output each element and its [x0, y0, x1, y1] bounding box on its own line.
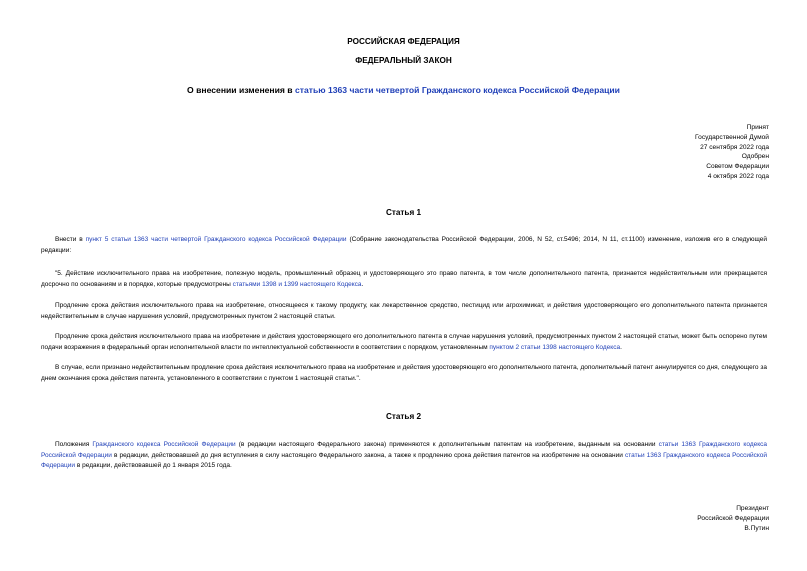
article-1-paragraph-3: Продление срока действия исключительного права на изобретение, относящееся к такому продукту, как лекарственное средство, пестицид или агрохимикат, и действия удостоверяющего его дополнительного патента признается недействительным в случае нарушения условий, предусмотренных пунктом 2 настоящей статьи.: [41, 302, 767, 320]
adoption-line: Принят: [746, 124, 769, 131]
law-type-heading: ФЕДЕРАЛЬНЫЙ ЗАКОН: [355, 56, 452, 65]
paragraph-link[interactable]: статьи 1363 Гражданского кодекса Российской Федерации: [41, 451, 767, 470]
law-title: [0, 86, 807, 95]
paragraph-text: Положения: [55, 441, 93, 448]
law-title-link[interactable]: статью 1363 части четвертой Гражданского кодекса Российской Федерации: [294, 85, 620, 95]
signature-line: Президент: [736, 505, 769, 512]
paragraph-link[interactable]: статьи 1363 Гражданского кодекса Российской Федерации: [41, 441, 768, 459]
article-1-heading: Статья 1: [385, 208, 422, 217]
paragraph-link[interactable]: статьями 1398 и 1399 настоящего Кодекса: [232, 280, 362, 288]
paragraph-link[interactable]: Гражданского кодекса Российской Федерации: [92, 441, 236, 448]
paragraph-link[interactable]: пункт 5 статьи 1363 части четвертой Гражданского кодекса Российской Федерации: [85, 236, 347, 243]
paragraph-text: (в редакции настоящего Федерального закона) применяются к дополнительным патентам на изобретение, выданным на основании: [235, 441, 659, 448]
article-2-paragraph-1: [41, 440, 767, 472]
paragraph-text: .: [361, 280, 364, 288]
paragraph-link[interactable]: пунктом 2 статьи 1398 настоящего Кодекса: [489, 343, 621, 351]
article-1-paragraph-1: [41, 235, 767, 256]
paragraph-text: в редакции, действовавшей до 1 января 2015 года.: [75, 462, 232, 470]
paragraph-text: (Собрание законодательства Российской Федерации, 2006, N 52, ст.5496; 2014, N 11, ст.1100) изменение, изложив его в следующей редакции:: [41, 236, 768, 254]
paragraph-text: .: [620, 343, 622, 351]
signature-line: Российской Федерации: [697, 515, 769, 522]
article-1-paragraph-5: В случае, если признано недействительным продление срока действия исключительного права на изобретение и действия удостоверяющего его дополнительного патента, дополнительный патент аннулируется со дня, следующего за днем окончания срока действия патента, установленного в соответствии с пунктом 1 настоящей статьи.".: [41, 364, 767, 382]
article-1-paragraph-4: [41, 332, 767, 353]
adoption-line: 4 октября 2022 года: [707, 172, 769, 180]
adoption-line: Одобрен: [741, 153, 769, 161]
article-1-paragraph-2: [41, 269, 767, 290]
paragraph-text: Внести в: [55, 236, 86, 243]
paragraph-text: Продление срока действия исключительного права на изобретение и действия удостоверяющего его дополнительного патента в случае нарушения условий, предусмотренных пунктом 2 настоящей статьи, может быть оспорено путем подачи возражения в федеральный орган исполнительной власти по интеллектуальной собственности в соответствии с порядком, установленным: [41, 333, 767, 351]
paragraph-text: "5. Действие исключительного права на изобретение, полезную модель, промышленный образец и удостоверяющего это право патента, в том числе дополнительного патента, признается недействительным или прекращается досрочно по основаниям и в порядке, которые предусмотрены: [41, 270, 767, 288]
paragraph-text: в редакции, действовавшей до дня вступления в силу настоящего Федерального закона, а также к продлению срока действия патентов на изобретение на основании: [111, 451, 625, 459]
adoption-line: Советом Федерации: [706, 163, 769, 171]
adoption-block: [695, 123, 769, 182]
country-heading: РОССИЙСКАЯ ФЕДЕРАЦИЯ: [347, 37, 460, 46]
adoption-line: 27 сентября 2022 года: [700, 143, 769, 151]
law-title-text: О внесении изменения в: [187, 85, 295, 95]
article-2-heading: Статья 2: [385, 412, 422, 421]
adoption-line: Государственной Думой: [695, 133, 769, 141]
signature-block: [697, 504, 769, 534]
signature-line: В.Путин: [744, 525, 769, 532]
